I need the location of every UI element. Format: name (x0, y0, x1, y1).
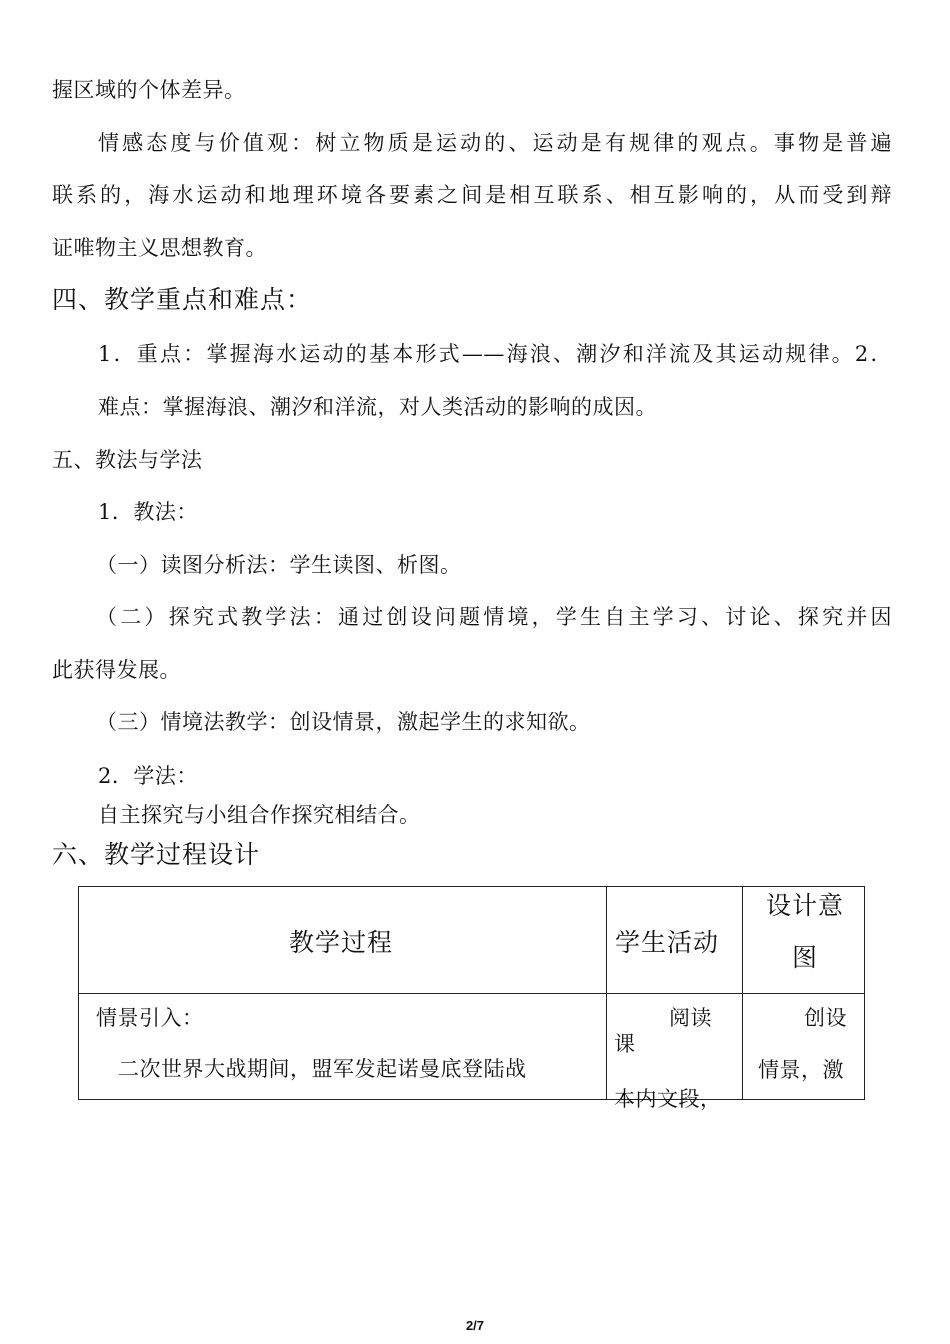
paragraph-line: （二）探究式教学法：通过创设问题情境，学生自主学习、讨论、探究并因 (96, 605, 892, 629)
subsection-heading: 2．学法： (98, 764, 198, 788)
section-heading: 五、教法与学法 (52, 448, 203, 472)
process-cell-text: 二次世界大战期间，盟军发起诺曼底登陆战 (118, 1057, 527, 1081)
teaching-process-table (78, 886, 865, 1111)
paragraph-line: 自主探究与小组合作探究相结合。 (98, 803, 421, 827)
student-cell-text: 课 (614, 1032, 636, 1056)
design-cell-text: 创设 (804, 1006, 847, 1030)
design-cell-text: 情景，激 (758, 1058, 844, 1082)
paragraph-line: （三）情境法教学：创设情景，激起学生的求知欲。 (96, 710, 591, 734)
paragraph-line: 联系的，海水运动和地理环境各要素之间是相互联系、相互影响的，从而受到辩 (52, 183, 892, 207)
paragraph-line: 难点：掌握海浪、潮汐和洋流，对人类活动的影响的成因。 (98, 395, 657, 419)
section-heading: 六、教学过程设计 (52, 840, 261, 869)
paragraph-line: （一）读图分析法：学生读图、析图。 (96, 553, 462, 577)
section-heading: 四、教学重点和难点： (52, 285, 313, 314)
table-divider (79, 993, 864, 994)
subsection-heading: 1．教法： (98, 500, 198, 524)
student-cell-text: 阅读 (669, 1006, 712, 1030)
header-design-intent-cont: 图 (792, 943, 819, 972)
paragraph-line: 情感态度与价值观：树立物质是运动的、运动是有规律的观点。事物是普遍 (98, 131, 892, 155)
student-cell-text: 本内文段， (614, 1087, 722, 1111)
header-student-activity: 学生活动 (615, 928, 720, 957)
paragraph-line: 握区域的个体差异。 (52, 78, 246, 102)
process-cell-text: 情景引入： (96, 1006, 204, 1030)
header-design-intent: 设计意 (766, 891, 845, 920)
paragraph-line: 此获得发展。 (52, 658, 181, 682)
paragraph-line: 证唯物主义思想教育。 (52, 236, 267, 260)
page-number: 2/7 (465, 1318, 485, 1333)
header-teaching-process: 教学过程 (289, 928, 394, 957)
paragraph-line: 1．重点：掌握海水运动的基本形式——海浪、潮汐和洋流及其运动规律。2． (98, 342, 892, 366)
